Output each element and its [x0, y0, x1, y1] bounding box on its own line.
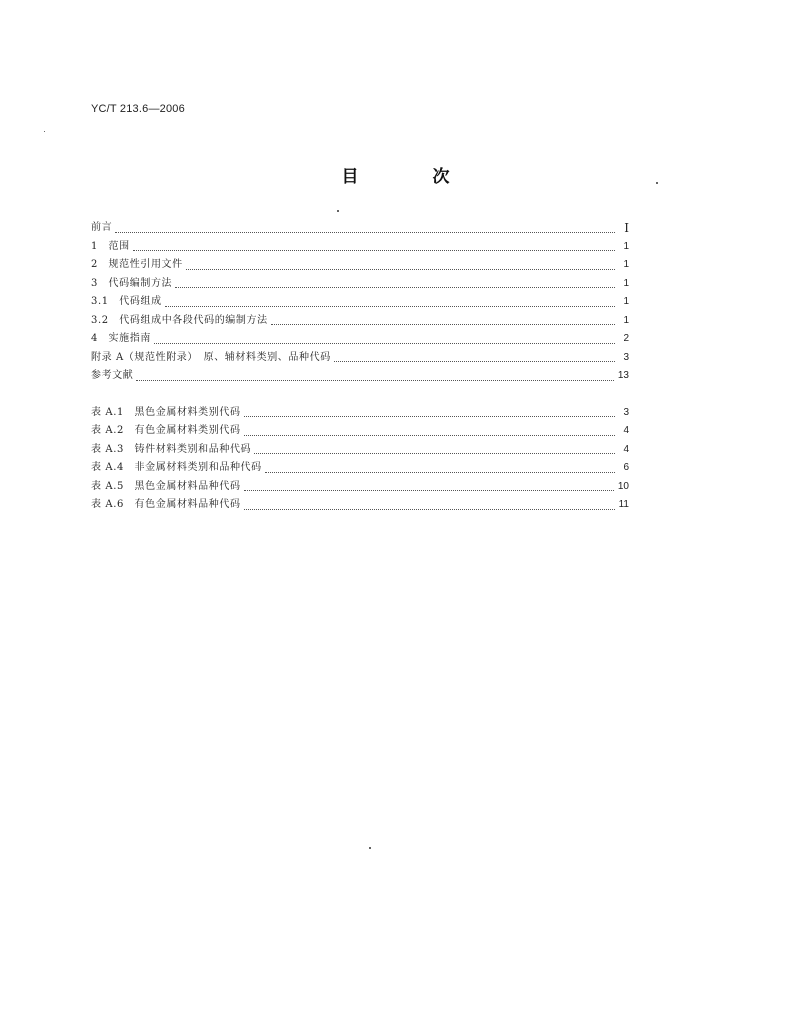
section-spacer: [91, 386, 629, 404]
toc-entry-page: 1: [623, 277, 629, 289]
standard-code: YC/T 213.6—2006: [91, 103, 185, 115]
table-list-entry[interactable]: [91, 459, 629, 478]
toc-leader-dots: [254, 441, 615, 460]
scan-speck: [44, 131, 45, 132]
toc-leader-dots: [271, 312, 615, 331]
table-list-page: 10: [617, 480, 629, 492]
toc-leader-dots: [244, 478, 614, 497]
toc-entry-label: 2 规范性引用文件: [91, 259, 183, 270]
toc-leader-dots: [136, 367, 613, 386]
table-list-page: 4: [623, 425, 629, 436]
table-list-page: 11: [618, 499, 629, 510]
table-list-label: 表 A.4 非金属材料类别和品种代码: [91, 462, 262, 473]
toc-entry-label: 4 实施指南: [91, 333, 151, 344]
table-list-page: 4: [623, 443, 629, 455]
toc-entry-label: 附录 A（规范性附录） 原、辅材料类别、品种代码: [91, 351, 331, 363]
toc-entry[interactable]: [91, 238, 629, 257]
toc-entry[interactable]: [91, 219, 629, 238]
toc-leader-dots: [133, 238, 615, 257]
toc-entry-label: 前言: [91, 222, 113, 233]
table-of-contents: [91, 219, 629, 515]
toc-entry-page: 3: [623, 351, 629, 363]
toc-entry-label: 1 范围: [91, 240, 130, 252]
toc-leader-dots: [244, 496, 615, 515]
toc-entry[interactable]: [91, 293, 629, 312]
toc-leader-dots: [244, 404, 615, 423]
table-list-entry[interactable]: [91, 496, 629, 515]
toc-entry[interactable]: [91, 367, 629, 386]
toc-leader-dots: [175, 275, 615, 294]
toc-entry-page: Ⅰ: [624, 221, 629, 235]
toc-leader-dots: [334, 349, 615, 368]
toc-entry-page: 1: [623, 296, 629, 307]
toc-entry-label: 3 代码编制方法: [91, 277, 173, 289]
table-list-label: 表 A.2 有色金属材料类别代码: [91, 425, 241, 436]
table-list-page: 6: [623, 462, 629, 473]
table-list-label: 表 A.3 铸件材料类别和品种代码: [91, 443, 252, 455]
toc-entry[interactable]: [91, 330, 629, 349]
toc-entry[interactable]: [91, 256, 629, 275]
toc-entry-page: 1: [623, 259, 629, 270]
toc-leader-dots: [244, 422, 615, 441]
page-title: 目 次: [341, 167, 484, 187]
toc-leader-dots: [154, 330, 615, 349]
toc-entry-page: 1: [623, 240, 629, 252]
scan-speck: [337, 210, 339, 212]
toc-entry[interactable]: [91, 312, 629, 331]
toc-leader-dots: [115, 219, 615, 238]
toc-entry[interactable]: [91, 349, 629, 368]
scan-speck: [656, 182, 658, 184]
toc-entry-page: 13: [617, 370, 629, 381]
table-list-entry[interactable]: [91, 441, 629, 460]
toc-entry[interactable]: [91, 275, 629, 294]
table-list-entry[interactable]: [91, 404, 629, 423]
toc-entry-label: 3.2 代码组成中各段代码的编制方法: [91, 314, 268, 326]
scan-speck: [369, 847, 371, 849]
table-list-label: 表 A.6 有色金属材料品种代码: [91, 499, 241, 510]
table-list-entry[interactable]: [91, 478, 629, 497]
table-list-label: 表 A.1 黑色金属材料类别代码: [91, 406, 241, 418]
toc-leader-dots: [265, 459, 615, 478]
table-list-entry[interactable]: [91, 422, 629, 441]
toc-entry-page: 1: [623, 314, 629, 326]
table-list-page: 3: [623, 406, 629, 418]
toc-leader-dots: [165, 293, 615, 312]
toc-leader-dots: [186, 256, 615, 275]
toc-entry-label: 参考文献: [91, 370, 134, 381]
table-list-label: 表 A.5 黑色金属材料品种代码: [91, 480, 241, 492]
toc-entry-label: 3.1 代码组成: [91, 296, 162, 307]
toc-entry-page: 2: [623, 333, 629, 344]
